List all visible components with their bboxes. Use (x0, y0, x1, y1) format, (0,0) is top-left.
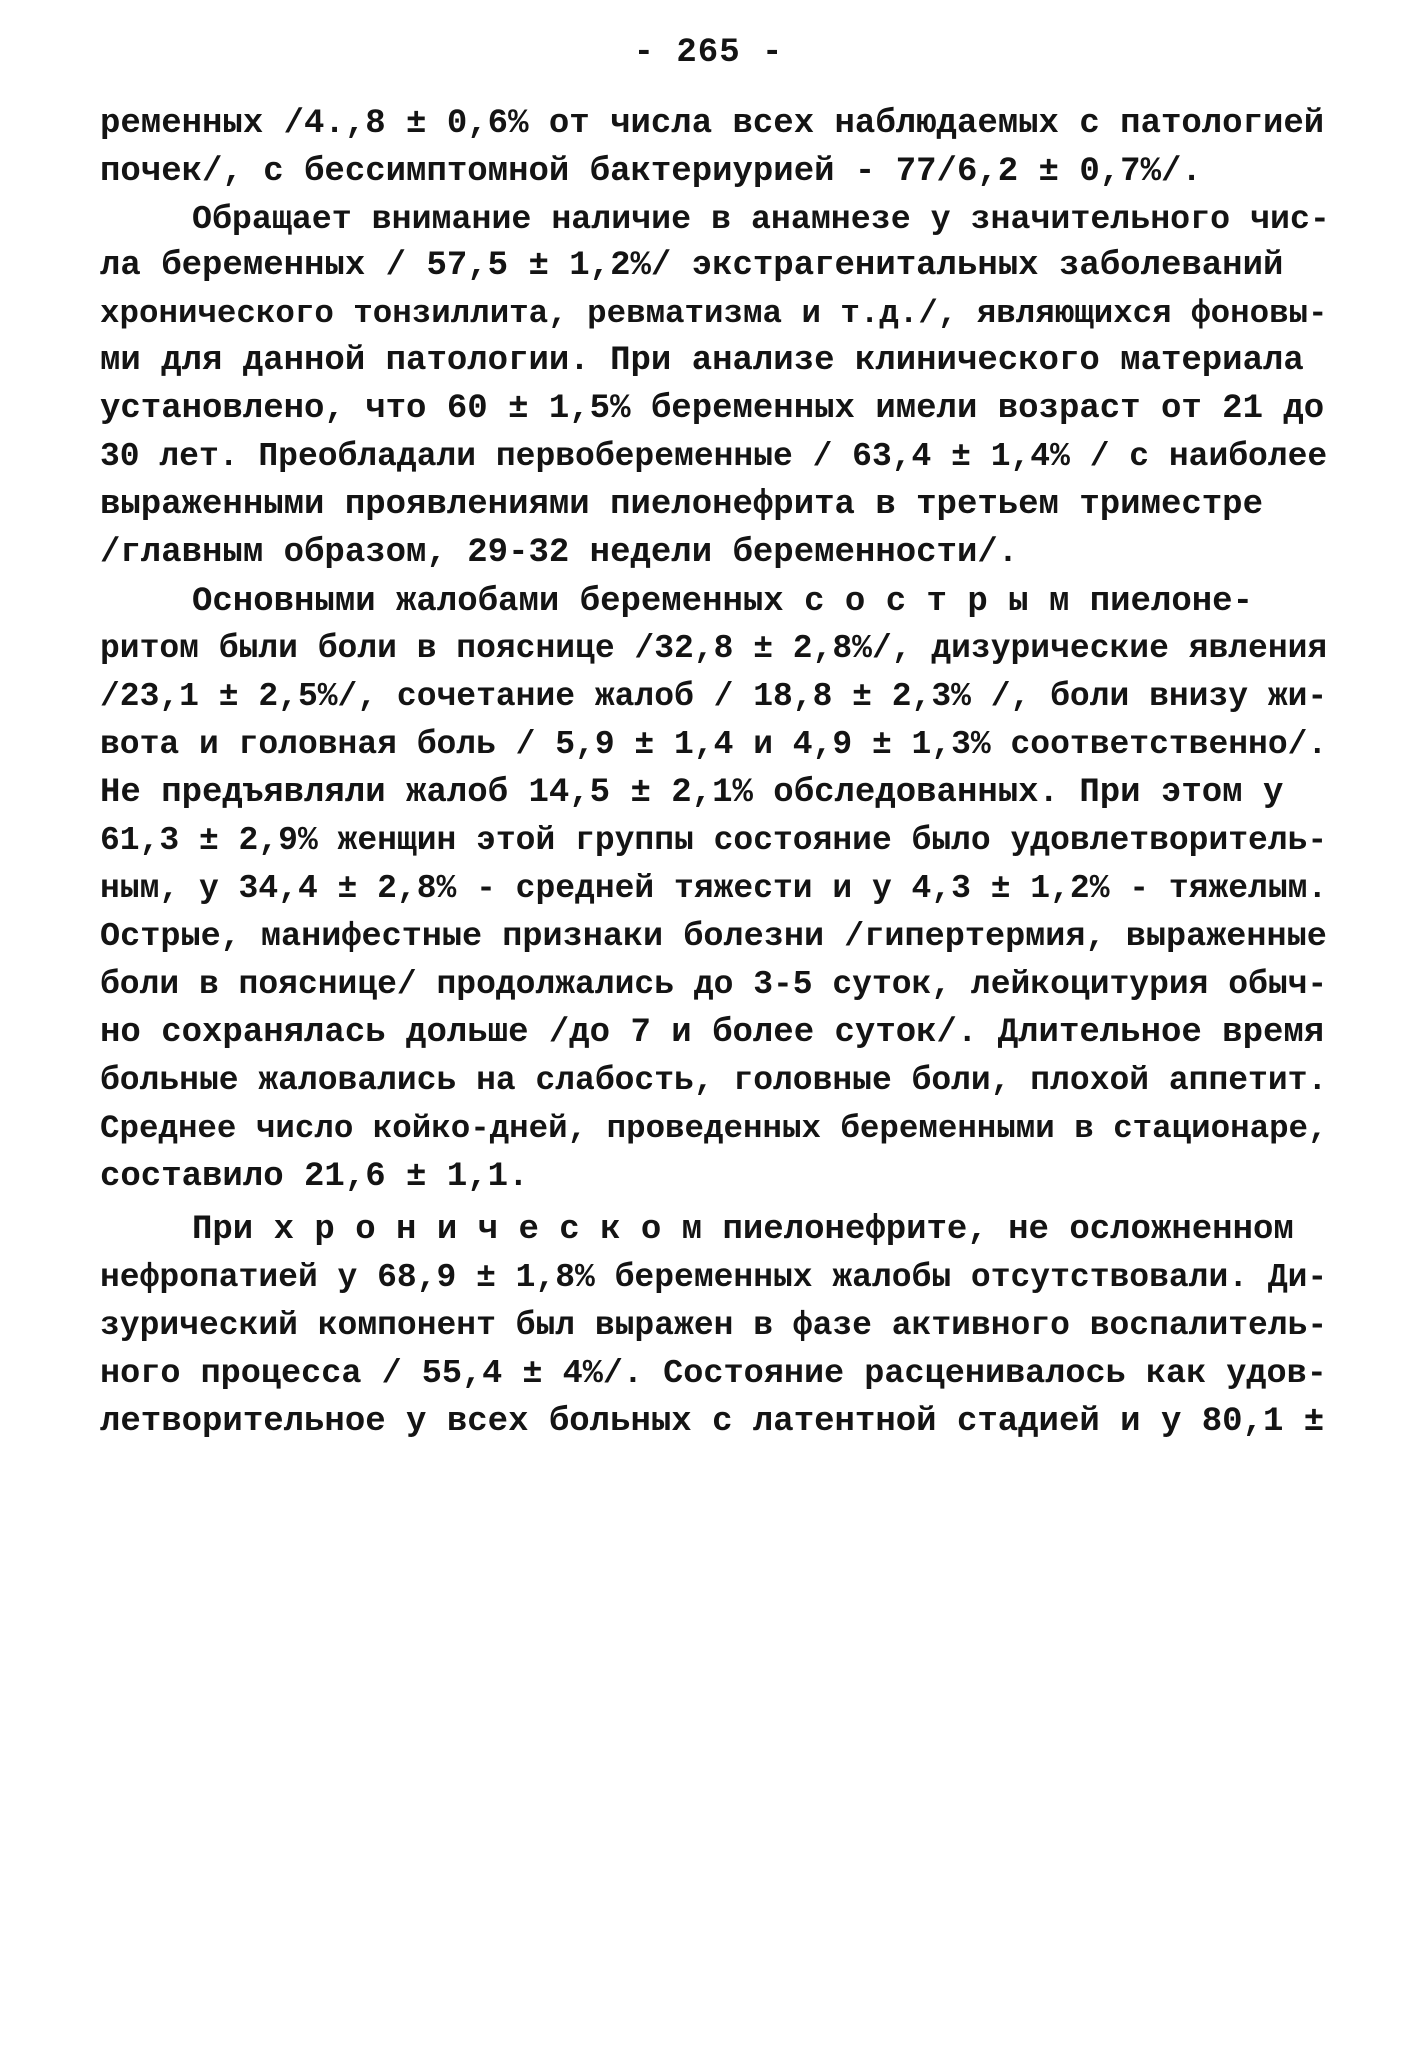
text-line: Среднее число койко-дней, проведенных беременными в стационаре, (100, 1110, 1328, 1147)
text-line: боли в пояснице/ продолжались до 3-5 суток, лейкоцитурия обыч- (100, 966, 1328, 1003)
text-line: Не предъявляли жалоб 14,5 ± 2,1% обследованных. При этом у (100, 774, 1284, 812)
text-line: хронического тонзиллита, ревматизма и т.д./, являющихся фоновы- (100, 295, 1328, 332)
text-line: Острые, манифестные признаки болезни /гипертермия, выраженные (100, 918, 1327, 956)
text-line: почек/, с бессимптомной бактериурией - 77/6,2 ± 0,7%/. (100, 153, 1202, 191)
text-line: зурический компонент был выражен в фазе активного воспалитель- (100, 1307, 1328, 1344)
text-line: выраженными проявлениями пиелонефрита в третьем триместре (100, 486, 1263, 524)
text-line: Обращает внимание наличие в анамнезе у значительного чис- (192, 200, 1330, 238)
text-line: 61,3 ± 2,9% женщин этой группы состояние было удовлетворитель- (100, 822, 1328, 859)
text-line: /главным образом, 29-32 недели беременности/. (100, 534, 1019, 572)
text-line: больные жаловались на слабость, головные боли, плохой аппетит. (100, 1062, 1328, 1099)
text-line: составило 21,6 ± 1,1. (100, 1158, 529, 1196)
text-line: ми для данной патологии. При анализе клинического материала (100, 342, 1304, 380)
text-line: установлено, что 60 ± 1,5% беременных имели возраст от 21 до (100, 390, 1325, 428)
text-line: 30 лет. Преобладали первобеременные / 63,4 ± 1,4% / с наиболее (100, 438, 1328, 475)
text-line: ритом были боли в пояснице /32,8 ± 2,8%/, дизурические явления (100, 630, 1328, 667)
text-line: вота и головная боль / 5,9 ± 1,4 и 4,9 ± 1,3% соответственно/. (100, 726, 1328, 763)
text-line: ла беременных / 57,5 ± 1,2%/ экстрагенитальных заболеваний (100, 247, 1284, 285)
text-line: При х р о н и ч е с к о м пиелонефрите, не осложненном (192, 1211, 1294, 1249)
text-line: но сохранялась дольше /до 7 и более суток/. Длительное время (100, 1014, 1325, 1052)
text-line: летворительное у всех больных с латентной стадией и у 80,1 ± (100, 1403, 1325, 1441)
text-line: ного процесса / 55,4 ± 4%/. Состояние расценивалось как удов- (100, 1355, 1327, 1393)
text-line: ным, у 34,4 ± 2,8% - средней тяжести и у 4,3 ± 1,2% - тяжелым. (100, 870, 1328, 907)
text-line: /23,1 ± 2,5%/, сочетание жалоб / 18,8 ± 2,3% /, боли внизу жи- (100, 678, 1328, 715)
page-number: - 265 - (633, 34, 784, 72)
text-line: ременных /4.,8 ± 0,6% от числа всех наблюдаемых с патологией (100, 105, 1325, 143)
text-line: Основными жалобами беременных с о с т р ы м пиелоне- (192, 583, 1253, 621)
text-line: нефропатией у 68,9 ± 1,8% беременных жалобы отсутствовали. Ди- (100, 1259, 1328, 1296)
